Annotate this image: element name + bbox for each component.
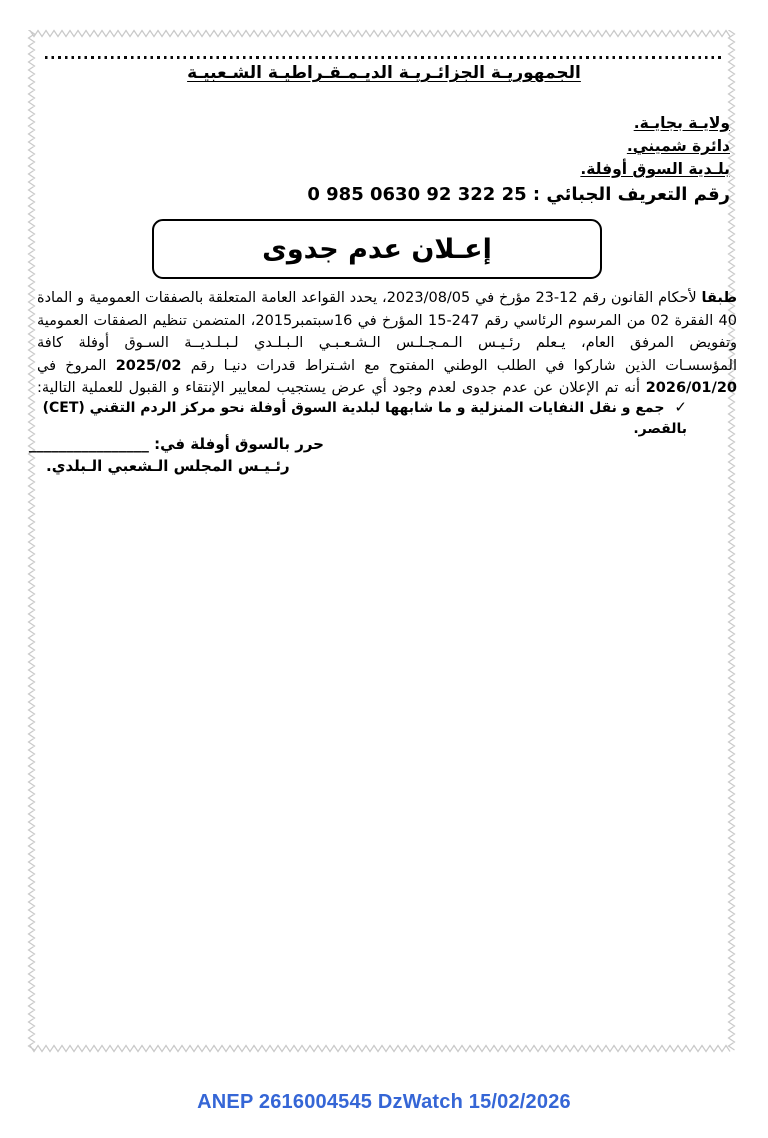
zigzag-border-bottom: [30, 1044, 732, 1053]
wilaya-line: ولايـة بجايـة.: [633, 114, 730, 132]
body-line: طبقا لأحكام القانون رقم 12-23 مؤرخ في 2023/08/05، يحدد القواعد العامة المتعلقة بالصفقات العمومية و المادة: [37, 290, 737, 306]
notice-title: إعـلان عدم جدوى: [262, 233, 492, 265]
anep-footer: ANEP 2616004545 DzWatch 15/02/2026: [197, 1091, 571, 1113]
admin-header: [307, 112, 730, 206]
body-line: وتفويض المرفق العام، يـعلم رئـيـس الـمـجـلـس الـشـعـبـي الـبـلـدي لـبـلـديــة السـوق أوفلة كافة: [37, 335, 737, 351]
body-line: 2026/01/20 أنه تم الإعلان عن عدم جدوى لعدم وجود أي عرض يستجيب لمعايير الإنتقاء و القبول للعملية التالية:: [37, 380, 737, 396]
tax-id-line: رقم التعريف الجبائي : 25 322 92 0630 985 0: [307, 184, 730, 205]
commune-line: بلـدية السوق أوفلة.: [580, 160, 730, 178]
country-title: الجمهوريـة الجزائـريـة الديـمـقـراطيـة الشـعبيـة: [187, 63, 581, 83]
zigzag-border-left: [27, 30, 36, 1052]
daira-line: دائرة شميني.: [626, 137, 730, 155]
body-line: 40 الفقرة 02 من المرسوم الرئاسي رقم 247-15 المؤرخ في 16سبتمبر2015، المتضمن تنظيم الصفقات العمومية: [37, 312, 737, 329]
zigzag-border-top: [30, 29, 732, 38]
body-line: المؤسسـات الذين شاركوا في الطلب الوطني المفتوح مع اشـتراط قدرات دنيـا رقم 2025/02 المروخ في: [37, 357, 737, 374]
signature-place-line: حرر بالسوق أوفلة في: ________________: [28, 435, 324, 453]
notice-title-box: [152, 219, 602, 279]
checkmark-icon: ✓: [674, 398, 687, 416]
signature-block: [28, 433, 324, 477]
dotted-rule: [45, 56, 723, 59]
signature-role-line: رئـيـس المجلس الـشعبي الـبلدي.: [46, 457, 290, 475]
body-paragraph: [37, 287, 737, 400]
operation-text: جمع و نقل النفايات المنزلية و ما شابهها لبلدية السوق أوفلة نحو مركز الردم التقني (CET) بالقصر.: [42, 400, 687, 437]
